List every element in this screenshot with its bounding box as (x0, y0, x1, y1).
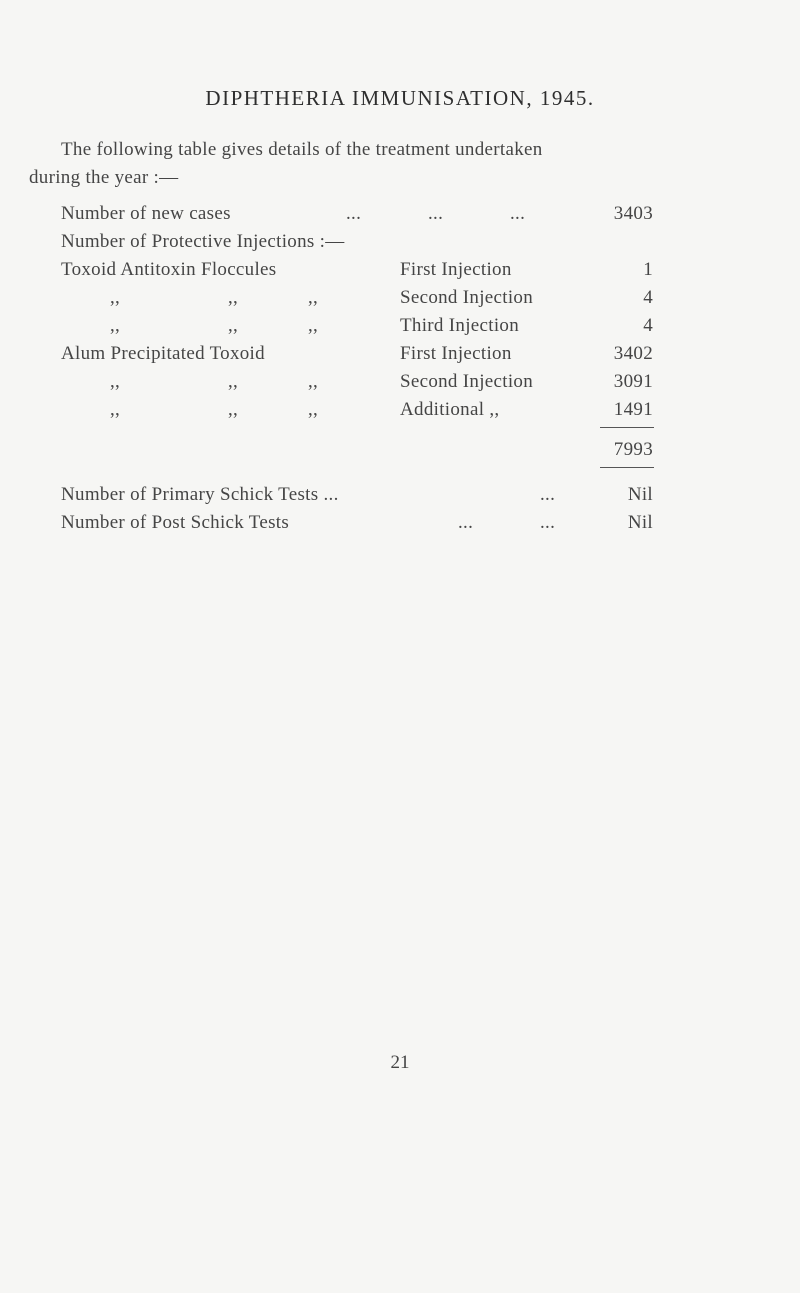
ditto-mark: ,, (110, 371, 121, 392)
injection-value: 3091 (613, 371, 653, 392)
page-title: DIPHTHERIA IMMUNISATION, 1945. (205, 86, 595, 110)
dose-label: Additional ,, (400, 399, 500, 420)
vaccine-name: Alum Precipitated Toxoid (61, 343, 265, 364)
injection-row (0, 259, 800, 285)
schick-row (0, 512, 800, 538)
leader-dots: ... (540, 484, 556, 505)
schick-value: Nil (627, 512, 653, 533)
injection-row (0, 287, 800, 313)
total-rule-bottom (600, 467, 654, 468)
leader-dots: ... (540, 512, 556, 533)
injection-row (0, 371, 800, 397)
leader-dots: ... (346, 203, 362, 224)
injection-row (0, 399, 800, 425)
ditto-mark: ,, (308, 315, 319, 336)
injection-value: 4 (643, 315, 653, 336)
ditto-mark: ,, (308, 399, 319, 420)
injection-value: 4 (643, 287, 653, 308)
dose-label: First Injection (400, 343, 512, 364)
ditto-mark: ,, (308, 371, 319, 392)
leader-dots: ... (510, 203, 526, 224)
injection-row (0, 315, 800, 341)
intro-line-2: during the year :— (29, 167, 179, 188)
ditto-mark: ,, (110, 315, 121, 336)
total-row (0, 439, 800, 465)
total-rule-top (600, 427, 654, 428)
new-cases-label: Number of new cases (61, 203, 231, 224)
injection-value: 1 (643, 259, 653, 280)
dose-label: First Injection (400, 259, 512, 280)
new-cases-value: 3403 (613, 203, 653, 224)
ditto-mark: ,, (228, 399, 239, 420)
ditto-mark: ,, (228, 315, 239, 336)
new-cases-row (0, 203, 800, 229)
ditto-mark: ,, (228, 371, 239, 392)
intro-line-1: The following table gives details of the treatment undertaken (61, 139, 543, 160)
schick-row (0, 484, 800, 510)
ditto-mark: ,, (308, 287, 319, 308)
injection-value: 3402 (613, 343, 653, 364)
schick-label: Number of Post Schick Tests (61, 512, 290, 533)
page-number: 21 (390, 1052, 410, 1073)
leader-dots: ... (428, 203, 444, 224)
leader-dots: ... (458, 512, 474, 533)
ditto-mark: ,, (110, 399, 121, 420)
dose-label: Third Injection (400, 315, 519, 336)
protective-injections-heading: Number of Protective Injections :— (61, 231, 345, 252)
ditto-mark: ,, (228, 287, 239, 308)
injection-row (0, 343, 800, 369)
dose-label: Second Injection (400, 371, 534, 392)
dose-label: Second Injection (400, 287, 534, 308)
vaccine-name: Toxoid Antitoxin Floccules (61, 259, 277, 280)
schick-value: Nil (627, 484, 653, 505)
schick-label: Number of Primary Schick Tests ... (61, 484, 339, 505)
injection-value: 1491 (613, 399, 653, 420)
injections-total: 7993 (613, 439, 653, 460)
ditto-mark: ,, (110, 287, 121, 308)
